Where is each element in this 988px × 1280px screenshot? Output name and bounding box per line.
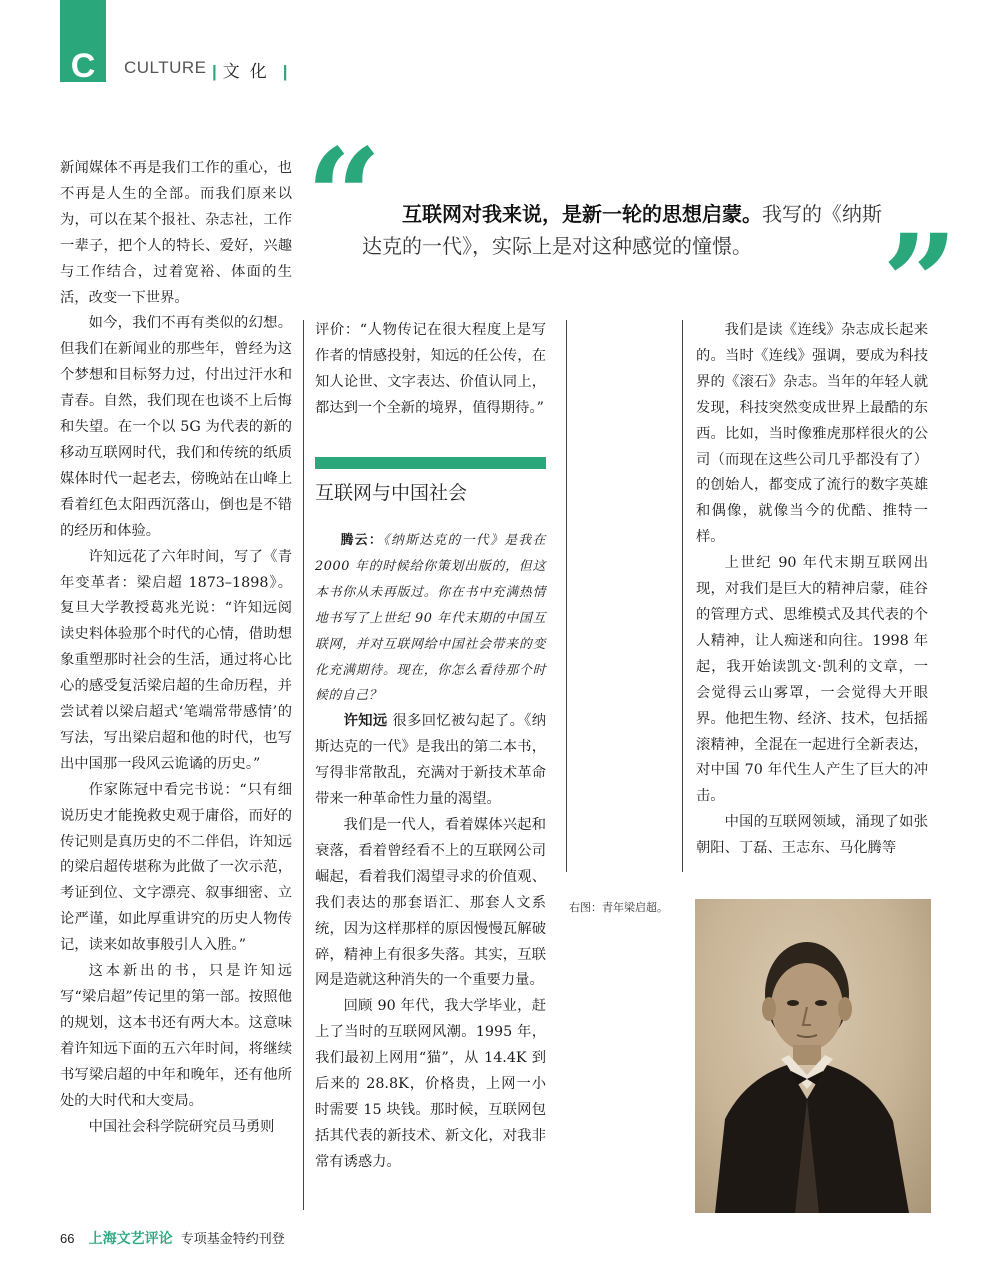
open-quote-icon: “ (306, 120, 382, 275)
pull-quote (362, 198, 882, 262)
paragraph: 作家陈冠中看完书说：“只有细说历史才能挽救史观于庸俗，而好的传记则是真历史的不二伴侣，许知远的梁启超传堪称为此做了一次示范，考证到位、文字漂亮、叙事细密、立论严谨，如此厚重讲究的历史人物传记，读来如故事般引人入胜。” (60, 781, 292, 954)
article-column-3 (696, 318, 928, 862)
subheading: 互联网与中国社会 (315, 483, 468, 504)
paragraph: 新闻媒体不再是我们工作的重心，也不再是人生的全部。而我们原来以为，可以在某个报社、杂志社，工作一辈子，把个人的特长、爱好，兴趣与工作结合，过着宽裕、体面的生活，改变一下世界。 (60, 160, 292, 306)
section-bar-left: | (212, 62, 217, 81)
close-quote-icon: ” (882, 206, 958, 361)
portrait-illustration (695, 899, 931, 1213)
paragraph: 这本新出的书，只是许知远写“梁启超”传记里的第一部。按照他的规划，这本书还有两大本。这意味着许知远下面的五六年时间，将继续书写梁启超的中年和晚年，还有他所处的大时代和大变局。 (60, 963, 292, 1109)
section-divider-bar (315, 457, 546, 469)
question-text: 《纳斯达克的一代》是我在 2000 年的时候给你策划出版的，但这本书你从未再版过。你在书中充满热情地书写了上世纪 90 年代末期的中国互联网，并对互联网给中国社会带来的变化充满期待。现在，你怎么看待那个时候的自己？ (315, 533, 546, 704)
section-title-en: CULTURE (124, 58, 207, 77)
sponsor-text: 专项基金特约刊登 (180, 1232, 285, 1247)
paragraph: 中国的互联网领域，涌现了如张朝阳、丁磊、王志东、马化腾等 (696, 814, 928, 857)
interview-answer (315, 709, 546, 813)
page-footer (60, 1228, 285, 1248)
section-bar-right: | (282, 62, 288, 81)
page-number: 66 (60, 1231, 75, 1246)
article-column-2-top (315, 318, 546, 422)
paragraph: 我们是一代人，看着媒体兴起和衰落，看着曾经看不上的互联网公司崛起，看着我们渴望寻求的价值观、我们表达的那套语汇、那套人文系统，因为这样那样的原因慢慢瓦解破碎，精神上有很多失落。其实，互联网是造就这种消失的一个重要力量。 (315, 816, 546, 989)
question-speaker: 腾云： (340, 533, 384, 548)
answer-text: 很多回忆被勾起了。《纳斯达克的一代》是我出的第二本书，写得非常散乱，充满对于新技术革命带来一种革命性力量的渴望。 (315, 713, 546, 808)
interview-question (315, 528, 546, 709)
portrait-photo (695, 899, 931, 1213)
column-divider (303, 320, 304, 1210)
paragraph: 中国社会科学院研究员马勇则 (88, 1118, 275, 1135)
column-divider (682, 320, 683, 872)
pull-quote-normal: 我写的《纳斯达克的一代》，实际上是对这种感觉的憧憬。 (362, 202, 882, 258)
paragraph: 上世纪 90 年代末期互联网出现，对我们是巨大的精神启蒙，硅谷的管理方式、思维模式及其代表的个人精神，让人痴迷和向往。1998 年起，我开始读凯文·凯利的文章，一会觉得云山雾罩，一会觉得大开眼界。他把生物、经济、技术，包括摇滚精神，全混在一起进行全新表达，对中国 70 年代生人产生了巨大的冲击。 (696, 555, 928, 805)
photo-caption: 右图：青年梁启超。 (569, 902, 668, 914)
article-column-1 (60, 156, 292, 1218)
paragraph: 如今，我们不再有类似的幻想。但我们在新闻业的那些年，曾经为这个梦想和目标努力过，付出过汗水和青春。自然，我们现在也谈不上后悔和失望。在一个以 5G 为代表的新的移动互联网时代，我们和传统的纸质媒体时代一起老去，傍晚站在山峰上看着红色太阳西沉落山，倒也是不错的经历和体验。 (60, 315, 292, 539)
magazine-name: 上海文艺评论 (88, 1231, 173, 1247)
paragraph: 评价：“人物传记在很大程度上是写作者的情感投射，知远的任公传，在知人论世、文字表达、价值认同上，都达到一个全新的境界，值得期待。” (315, 322, 546, 416)
section-title-cn (206, 57, 294, 82)
paragraph: 我们是读《连线》杂志成长起来的。当时《连线》强调，要成为科技界的《滚石》杂志。当年的年轻人就发现，科技突然变成世界上最酷的东西。比如，当时像雅虎那样很火的公司（而现在这些公司几乎都没有了）的创始人，都变成了流行的数字英雄和偶像，就像当今的优酷、推特一样。 (696, 322, 928, 546)
paragraph: 回顾 90 年代，我大学毕业，赶上了当时的互联网风潮。1995 年，我们最初上网用“猫”，从 14.4K 到后来的 28.8K，价格贵，上网一小时需要 15 块钱。那时候，互联网包括其代表的新技术、新文化，对我非常有诱惑力。 (315, 998, 546, 1170)
article-column-2 (315, 528, 546, 1176)
section-title-cn-text: 文化 (222, 62, 277, 81)
answer-speaker: 许知远 (343, 713, 388, 730)
paragraph: 许知远花了六年时间，写了《青年变革者：梁启超 1873–1898》。复旦大学教授葛兆光说：“许知远阅读史料体验那个时代的心情，借助想象重塑那时社会的生活，通过将心比心的感受复活梁启超的生命历程，并尝试着以梁启超式‘笔端常带感情’的写法，写出梁启超和他的时代，也写出中国那一段风云诡谲的历史。” (60, 548, 292, 772)
section-badge: C (60, 0, 106, 82)
column-divider (566, 320, 567, 872)
pull-quote-bold: 互联网对我来说，是新一轮的思想启蒙。 (402, 202, 762, 226)
